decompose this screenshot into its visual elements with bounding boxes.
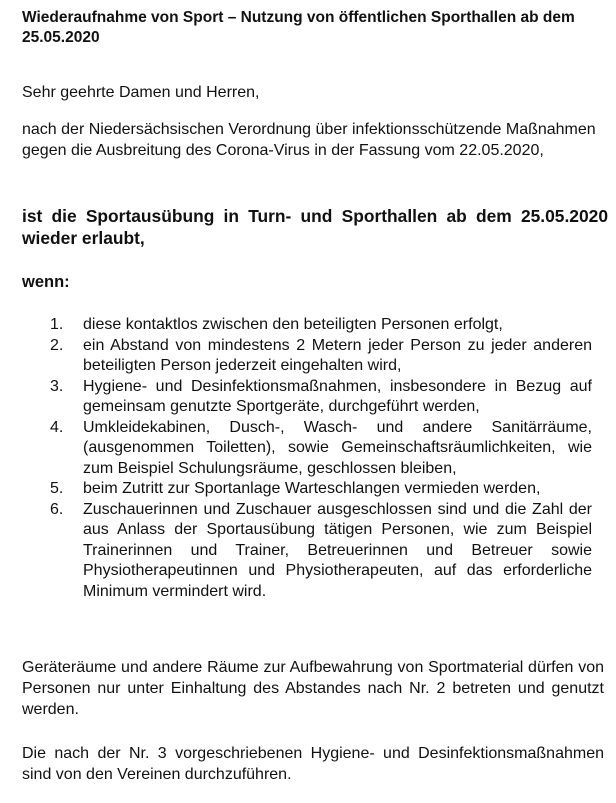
intro-paragraph: nach der Niedersächsischen Verordnung über infektionsschützende Maßnahmen gegen die Ausbreitung des Corona-Virus in der Fassung vom 22.05.2020, [22,121,596,159]
list-item-text: Hygiene- und Desinfektionsmaßnahmen, insbesondere in Bezug auf gemeinsam genutzte Sportgeräte, durchgeführt werden, [83,377,592,415]
list-item [50,418,592,480]
list-item [50,377,592,418]
list-item-text: diese kontaktlos zwischen den beteiligten Personen erfolgt, [83,316,503,333]
list-item-number: 5. [50,480,64,497]
salutation: Sehr geehrte Damen und Herren, [22,84,260,101]
list-item-number: 3. [50,377,64,395]
list-item [50,500,592,603]
storage-rooms-paragraph: Geräteräume und andere Räume zur Aufbewahrung von Sportmaterial dürfen von Personen nur unter Einhaltung des Abstandes nach Nr. 2 betreten und genutzt werden. [22,659,604,718]
subject-line: Wiederaufnahme von Sport – Nutzung von öffentlichen Sporthallen ab dem 25.05.2020 [22,9,575,46]
list-item-text: Umkleidekabinen, Dusch-, Wasch- und andere Sanitärräume, (ausgenommen Toiletten), sowie Gemeinschaftsräumlichkeiten, wie zum Beispiel Schulungsräume, geschlossen bleiben, [83,418,592,477]
list-item-number: 1. [50,316,64,333]
list-item-number: 2. [50,336,64,354]
conditions-list [50,315,592,602]
hygiene-paragraph: Die nach der Nr. 3 vorgeschriebenen Hygiene- und Desinfektionsmaßnahmen sind von den Vereinen durchzuführen. [22,745,604,783]
list-item-text: ein Abstand von mindestens 2 Metern jeder Person zu jeder anderen beteiligten Person jederzeit eingehalten wird, [83,336,592,374]
list-item-text: Zuschauerinnen und Zuschauer ausgeschlossen sind und die Zahl der aus Anlass der Sportausübung tätigen Personen, wie zum Beispiel Trainerinnen und Trainer, Betreuerinnen und Betreuer sowie Physiotherapeutinnen und Physiotherapeuten, auf das erforderliche Minimum vermindert wird. [83,500,592,600]
list-item [50,336,592,377]
list-item [50,479,592,500]
headline-statement: ist die Sportausübung in Turn- und Sporthallen ab dem 25.05.2020 wieder erlaubt, [22,206,608,248]
condition-intro: wenn: [22,273,70,291]
list-item-text: beim Zutritt zur Sportanlage Warteschlangen vermieden werden, [83,480,541,497]
list-item [50,315,592,336]
list-item-number: 4. [50,418,64,436]
list-item-number: 6. [50,500,64,518]
